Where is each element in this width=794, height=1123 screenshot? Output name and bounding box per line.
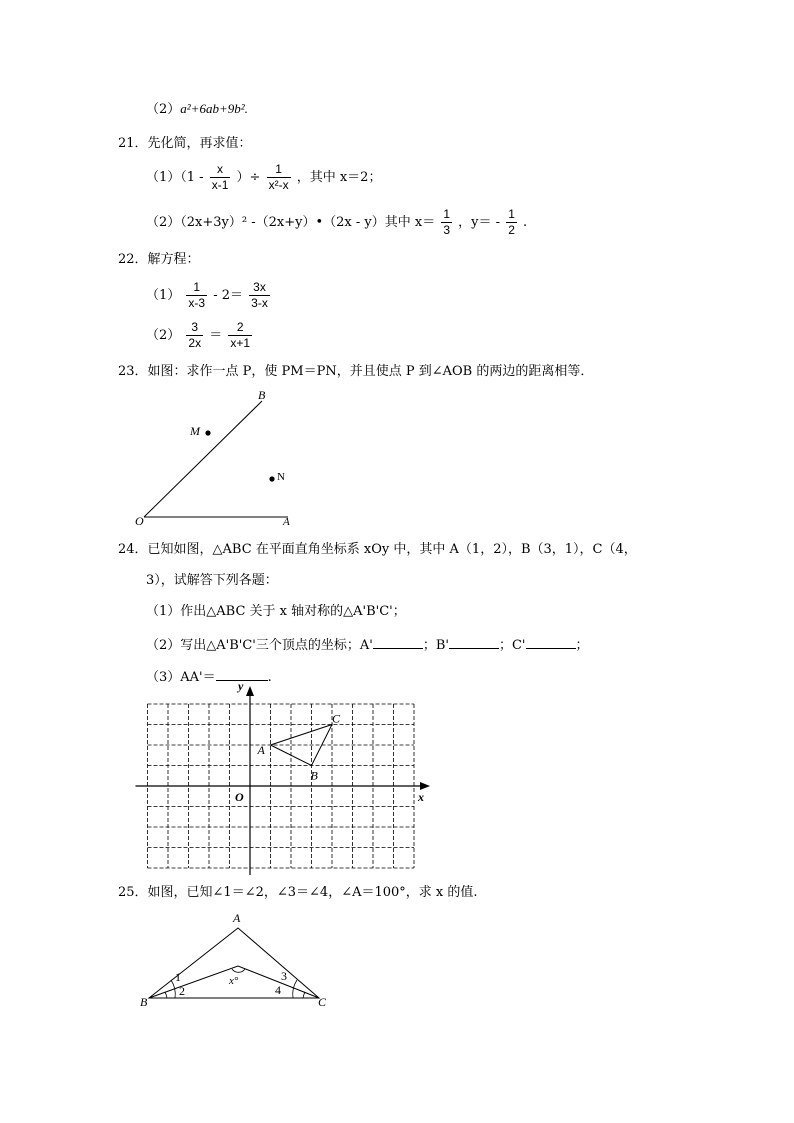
q21-part1-fraction2: $\frac{1}{\text{x²-x}}$ <box>268 162 289 192</box>
label-c: C <box>318 995 327 1009</box>
label-point-b: B <box>310 768 318 783</box>
q22-part1 <box>146 280 272 311</box>
label-b: B <box>258 388 266 402</box>
arc-angle-4 <box>303 992 305 998</box>
label-angle-1: 1 <box>175 970 181 984</box>
q24-part2-prefix: （2）写出△A'B'C'三个顶点的坐标；A' <box>146 638 373 653</box>
label-b: B <box>140 995 148 1009</box>
q22-part2-fraction1: $\frac{3}{2x}$ <box>188 320 202 350</box>
q24-part1: （1）作出△ABC 关于 x 轴对称的△A'B'C'； <box>146 604 406 619</box>
q22-part1-mid: - 2＝ <box>213 288 244 303</box>
q22-part1-fraction2: $\frac{3x}{3-x}$ <box>251 280 268 310</box>
label-a: A <box>283 516 290 528</box>
q24-coordinate-grid <box>130 683 435 875</box>
point-m <box>205 430 210 435</box>
q20-item2-prefix: （2） <box>146 102 181 117</box>
q24-stem-line1: 24．已知如图，△ABC 在平面直角坐标系 xOy 中，其中 A（1，2），B（3，1），C（4， <box>118 542 637 557</box>
q22-part2-prefix: （2） <box>146 328 181 343</box>
q21-part2 <box>146 207 527 238</box>
q21-stem: 21．先化简，再求值： <box>118 136 252 151</box>
q22-part2-fraction2: $\frac{2}{x+1}$ <box>230 320 251 350</box>
q22-part2 <box>146 320 254 351</box>
q20-item2-expression: a²+6ab+9b². <box>180 101 248 116</box>
label-m: M <box>190 424 200 438</box>
q21-part1 <box>146 162 381 193</box>
answer-blank-c-prime[interactable] <box>526 634 576 649</box>
label-a: A <box>233 911 241 925</box>
y-axis-arrow <box>246 686 254 696</box>
ray-ob <box>144 401 262 517</box>
x-axis-arrow <box>420 782 430 790</box>
q21-part1-tail: ，其中 x＝2； <box>296 170 382 185</box>
q21-part2-prefix: （2）（2x+3y）² -（2x+y）•（2x - y）其中 x＝ <box>146 215 436 230</box>
q24-part2-sep2: ；C' <box>498 638 526 653</box>
label-angle-x: x° <box>229 975 239 987</box>
q22-part2-mid: ＝ <box>209 328 223 343</box>
q21-part2-fraction1: $\frac{1}{3}$ <box>443 207 451 237</box>
q21-part1-divide: ）÷ <box>236 170 261 185</box>
q24-part3-end: . <box>267 670 272 685</box>
q20-item2 <box>146 100 248 119</box>
label-x-axis: x <box>418 790 424 804</box>
point-n <box>269 476 274 481</box>
label-angle-4: 4 <box>275 983 281 997</box>
q21-part1-prefix: （1）（1 - <box>146 170 204 185</box>
arc-angle-x <box>232 969 245 972</box>
answer-blank-a-prime[interactable] <box>373 634 423 649</box>
label-o: O <box>135 514 144 528</box>
q23-stem: 23．如图：求作一点 P，使 PM＝PN，并且使点 P 到∠AOB 的两边的距离相等． <box>118 364 594 379</box>
label-origin: O <box>235 790 244 804</box>
q24-part2-sep1: ；B' <box>422 638 449 653</box>
q24-part2 <box>146 634 589 655</box>
q21-part1-fraction1: $\frac{x}{x-1}$ <box>211 162 229 192</box>
label-point-c: C <box>332 711 341 726</box>
q21-part2-mid: ，y＝ - <box>458 215 501 230</box>
q22-part1-fraction1: $\frac{1}{x-3}$ <box>188 280 206 310</box>
q22-stem: 22．解方程： <box>118 252 200 267</box>
answer-blank-b-prime[interactable] <box>449 634 499 649</box>
label-angle-3: 3 <box>281 969 287 983</box>
q21-part2-tail: . <box>523 215 528 230</box>
label-n: N <box>277 471 285 483</box>
answer-blank-aa-prime[interactable] <box>216 666 268 681</box>
label-point-a: A <box>257 743 265 757</box>
q25-triangle-figure <box>135 908 335 1013</box>
label-angle-2: 2 <box>179 984 185 998</box>
q25-stem: 25．如图，已知∠1＝∠2，∠3＝∠4，∠A＝100°，求 x 的值. <box>118 885 478 900</box>
arc-angle-2 <box>165 992 167 998</box>
q24-part2-end: ； <box>575 638 589 653</box>
q23-angle-figure <box>130 385 310 530</box>
q21-part2-fraction2: $\frac{1}{2}$ <box>508 207 515 237</box>
q24-stem-line2: 3），试解答下列各题： <box>146 573 278 588</box>
q22-part1-prefix: （1） <box>146 288 181 303</box>
label-y-axis: y <box>238 683 244 693</box>
q24-part3-prefix: （3）AA'＝ <box>146 670 216 685</box>
